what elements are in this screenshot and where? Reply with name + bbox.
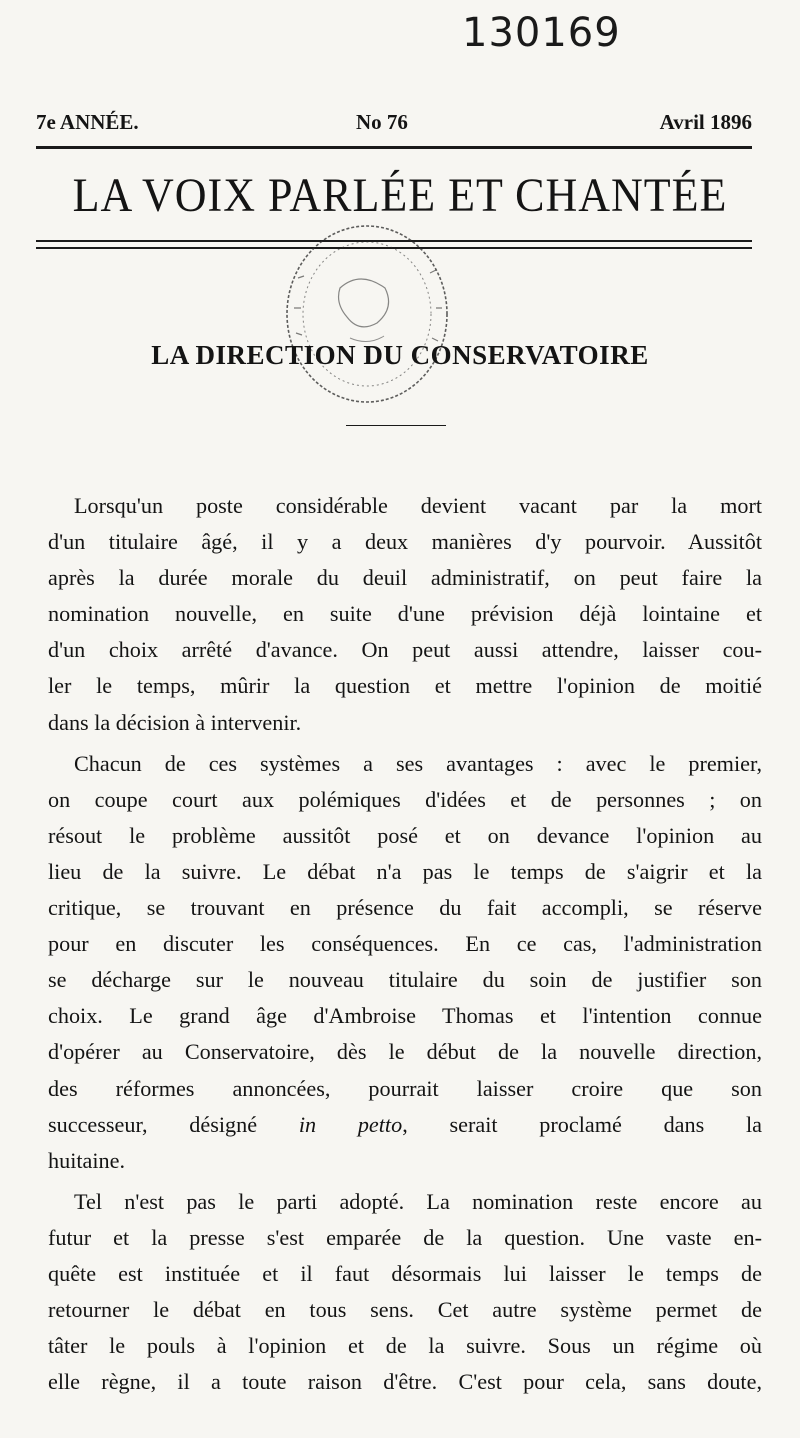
text-line: critique, se trouvant en présence du fait accompli, se réserve [48, 895, 762, 921]
text-line: futur et la presse s'est emparée de la question. Une vaste en- [48, 1224, 762, 1250]
text-line: se décharge sur le nouveau titulaire du soin de justifier son [48, 967, 762, 993]
text-line: Lorsqu'un poste considérable devient vacant par la mort [74, 493, 762, 518]
text-line: tâter le pouls à l'opinion et de la suivre. Sous un régime où [48, 1333, 762, 1359]
article-title-rule [346, 425, 446, 426]
article-title: LA DIRECTION DU CONSERVATOIRE [151, 340, 649, 370]
masthead-issue: No 76 [356, 110, 408, 134]
italic-phrase: in petto [298, 1111, 403, 1137]
text-segment: successeur, désigné [48, 1111, 258, 1137]
text-line-mixed [48, 1107, 762, 1143]
text-segment: , serait proclamé dans la [402, 1111, 762, 1137]
text-line: pour en discuter les conséquences. En ce cas, l'administration [48, 931, 762, 957]
text-line: après la durée morale du deuil administratif, on peut faire la [48, 565, 762, 591]
paragraph [48, 746, 762, 1179]
article-body [48, 488, 762, 1405]
catalog-number: 130169 [462, 10, 621, 56]
text-line: retourner le débat en tous sens. Cet autre système permet de [48, 1297, 762, 1323]
paragraph [48, 488, 762, 741]
masthead-rule [36, 146, 752, 149]
text-line: des réformes annoncées, pourrait laisser croire que son [48, 1075, 762, 1101]
text-line: ler le temps, mûrir la question et mettre l'opinion de moitié [48, 673, 762, 699]
text-line: Chacun de ces systèmes a ses avantages : avec le premier, [74, 750, 762, 776]
masthead [36, 110, 752, 144]
text-line: on coupe court aux polémiques d'idées et de personnes ; on [48, 786, 762, 812]
text-line: Tel n'est pas le parti adopté. La nomination reste encore au [74, 1188, 762, 1214]
text-line: nomination nouvelle, en suite d'une prévision déjà lointaine et [48, 601, 762, 627]
text-line: d'un choix arrêté d'avance. On peut aussi attendre, laisser cou- [48, 637, 762, 663]
text-line: choix. Le grand âge d'Ambroise Thomas et l'intention connue [48, 1003, 762, 1029]
paragraph [48, 1184, 762, 1401]
text-line: elle règne, il a toute raison d'être. C'est pour cela, sans doute, [48, 1369, 762, 1395]
library-stamp-icon [280, 218, 455, 413]
masthead-date: Avril 1896 [659, 110, 752, 134]
text-line: lieu de la suivre. Le débat n'a pas le temps de s'aigrir et la [48, 858, 762, 884]
text-line: d'opérer au Conservatoire, dès le début de la nouvelle direction, [48, 1039, 762, 1065]
journal-title: LA VOIX PARLÉE ET CHANTÉE [72, 169, 728, 222]
text-line: huitaine. [48, 1147, 126, 1173]
text-line: dans la décision à intervenir. [48, 709, 302, 735]
text-line: d'un titulaire âgé, il y a deux manières d'y pourvoir. Aussitôt [48, 529, 762, 555]
text-line: résout le problème aussitôt posé et on devance l'opinion au [48, 822, 762, 848]
text-line: quête est instituée et il faut désormais lui laisser le temps de [48, 1260, 762, 1286]
masthead-year: 7e ANNÉE. [36, 110, 139, 134]
